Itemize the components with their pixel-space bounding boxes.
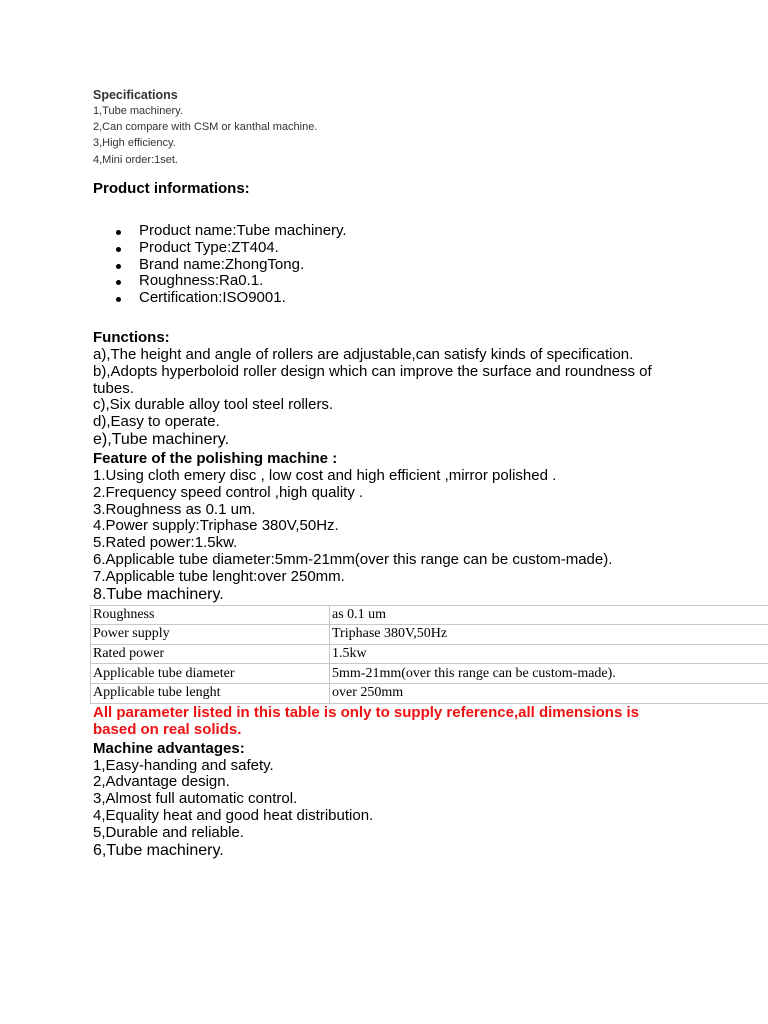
advantage-item: 1,Easy-handing and safety. xyxy=(93,756,274,774)
function-item: tubes. xyxy=(93,379,134,397)
specifications-section xyxy=(93,87,693,168)
table-cell-label: Roughness xyxy=(91,605,330,625)
advantage-item-6 xyxy=(93,842,768,860)
feature-item-8-text: Tube machinery. xyxy=(106,585,224,603)
main-content xyxy=(93,179,768,860)
spec-item: 2,Can compare with CSM or kanthal machine. xyxy=(93,121,318,134)
table-row xyxy=(91,664,768,684)
product-info-item: Certification:ISO9001. xyxy=(93,290,768,307)
feature-item: 4.Power supply:Triphase 380V,50Hz. xyxy=(93,517,339,535)
functions-heading: Functions: xyxy=(93,328,170,346)
function-item: d),Easy to operate. xyxy=(93,413,220,431)
specifications-title: Specifications xyxy=(93,88,178,102)
table-cell-value: as 0.1 um xyxy=(330,605,768,625)
product-info-list xyxy=(93,223,768,307)
table-cell-value: 5mm-21mm(over this range can be custom-made). xyxy=(330,664,768,684)
feature-heading: Feature of the polishing machine : xyxy=(93,449,338,467)
specifications-list xyxy=(93,103,693,168)
feature-item: 2.Frequency speed control ,high quality . xyxy=(93,483,364,501)
table-row xyxy=(91,683,768,703)
function-item-e-prefix: e), xyxy=(93,430,112,448)
feature-item: 5.Rated power:1.5kw. xyxy=(93,534,238,552)
function-item-e-text: Tube machinery. xyxy=(111,430,230,448)
product-info-item: Product name:Tube machinery. xyxy=(93,223,768,240)
feature-item: 3.Roughness as 0.1 um. xyxy=(93,500,256,518)
table-cell-label: Applicable tube diameter xyxy=(91,664,330,684)
parameter-table xyxy=(90,605,768,704)
product-info-heading: Product informations: xyxy=(93,180,250,197)
feature-item: 7.Applicable tube lenght:over 250mm. xyxy=(93,567,345,585)
table-cell-value: Triphase 380V,50Hz xyxy=(330,625,768,645)
feature-item: 1.Using cloth emery disc , low cost and high efficient ,mirror polished . xyxy=(93,466,557,484)
advantage-item: 2,Advantage design. xyxy=(93,773,230,791)
advantage-item: 4,Equality heat and good heat distribution. xyxy=(93,806,374,824)
table-cell-label: Applicable tube lenght xyxy=(91,683,330,703)
spec-item: 4,Mini order:1set. xyxy=(93,153,178,166)
feature-item-8-prefix: 8. xyxy=(93,585,107,603)
function-item: a),The height and angle of rollers are adjustable,can satisfy kinds of specification. xyxy=(93,345,634,363)
function-item: b),Adopts hyperboloid roller design which can improve the surface and roundness of xyxy=(93,362,652,380)
spec-item: 1,Tube machinery. xyxy=(93,105,183,117)
advantages-heading: Machine advantages: xyxy=(93,739,245,757)
table-row xyxy=(91,644,768,664)
feature-item: 6.Applicable tube diameter:5mm-21mm(over this range can be custom-made). xyxy=(93,550,613,568)
table-cell-value: 1.5kw xyxy=(330,644,768,664)
advantage-item-6-prefix: 6, xyxy=(93,841,107,859)
product-info-item: Product Type:ZT404. xyxy=(93,240,768,257)
spec-item: 3,High efficiency. xyxy=(93,137,176,150)
product-info-item: Roughness:Ra0.1. xyxy=(93,273,768,290)
table-cell-label: Power supply xyxy=(91,625,330,645)
table-row xyxy=(91,625,768,645)
advantage-item-6-text: Tube machinery. xyxy=(106,841,224,859)
function-item-e xyxy=(93,431,768,449)
table-cell-label: Rated power xyxy=(91,644,330,664)
product-info-item: Brand name:ZhongTong. xyxy=(93,257,768,274)
table-cell-value: over 250mm xyxy=(330,683,768,703)
function-item: c),Six durable alloy tool steel rollers. xyxy=(93,396,334,414)
reference-notice: All parameter listed in this table is only to supply reference,all dimensions is based on real solids. xyxy=(93,703,639,739)
advantage-item: 3,Almost full automatic control. xyxy=(93,790,298,808)
table-row xyxy=(91,605,768,625)
feature-item-8 xyxy=(93,586,768,604)
advantage-item: 5,Durable and reliable. xyxy=(93,823,244,841)
